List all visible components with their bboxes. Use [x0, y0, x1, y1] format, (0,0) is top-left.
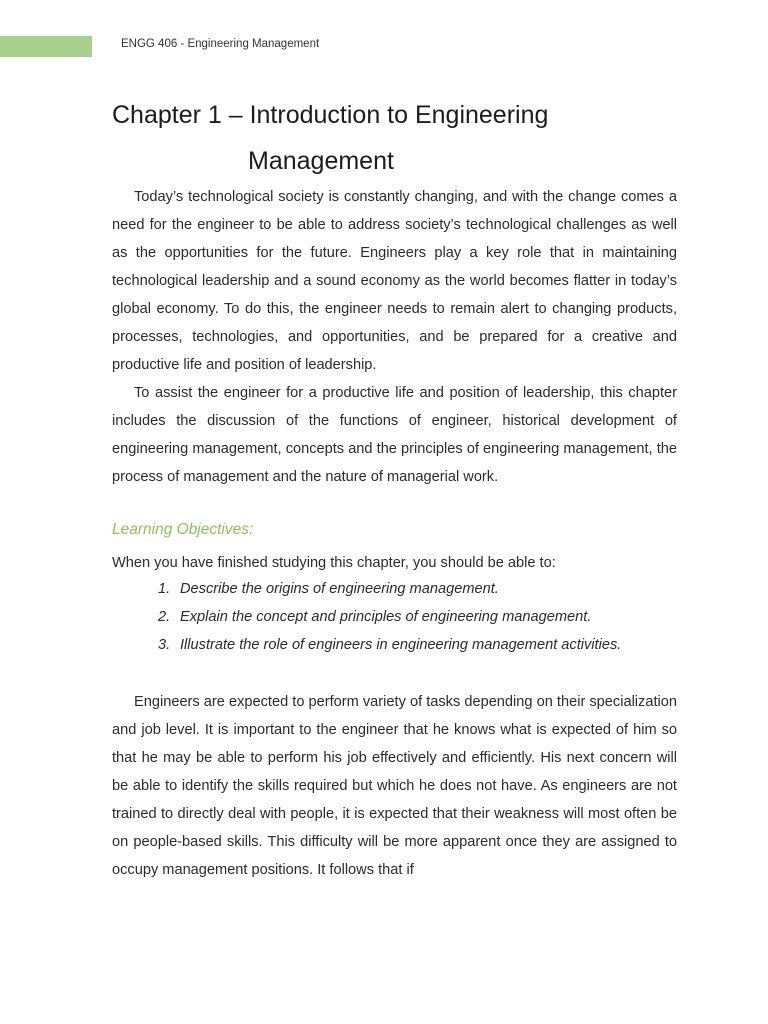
objective-text: Illustrate the role of engineers in engineering management activities. [180, 637, 622, 653]
objective-item [158, 575, 621, 603]
objective-number: 3. [158, 637, 171, 653]
learning-objectives-heading: Learning Objectives: [112, 521, 254, 538]
intro-paragraph: Today’s technological society is constantly changing, and with the change comes a need for the engineer to be able to address society’s technological challenges as well as the opportunities for the future. Engineers play a key role that in maintaining technological leadership and a sound economy as the world becomes flatter in today’s global economy. To do this, the engineer needs to remain alert to changing products, processes, technologies, and opportunities, and be prepared for a creative and productive life and position of leadership. [112, 189, 677, 373]
chapter-title-line1: Chapter 1 – Introduction to Engineering [112, 101, 549, 129]
engineers-tasks-paragraph: Engineers are expected to perform variety of tasks depending on their specialization and job level. It is important to the engineer that he knows what is expected of him so that he may be able to perform his job effectively and efficiently. His next concern will be able to identify the skills required but which he does not have. As engineers are not trained to directly deal with people, it is expected that their weakness will most often be on people-based skills. This difficulty will be more apparent once they are assigned to occupy management positions. It follows that if [112, 694, 677, 878]
objective-item [158, 603, 621, 631]
objective-item [158, 631, 621, 659]
course-header: ENGG 406 - Engineering Management [121, 38, 320, 50]
chapter-title [112, 92, 672, 184]
chapter-scope-paragraph: To assist the engineer for a productive life and position of leadership, this chapter includes the discussion of the functions of engineer, historical development of engineering management, concepts and the principles of engineering management, the process of management and the nature of managerial work. [112, 385, 677, 485]
learning-objectives-intro: When you have finished studying this chapter, you should be able to: [112, 555, 556, 571]
objective-number: 1. [158, 581, 171, 597]
header-accent-bar [0, 36, 92, 57]
objective-number: 2. [158, 609, 171, 625]
objective-text: Describe the origins of engineering management. [180, 581, 499, 597]
learning-objectives-list [158, 575, 621, 659]
chapter-title-line2: Management [248, 147, 394, 175]
objective-text: Explain the concept and principles of engineering management. [180, 609, 592, 625]
